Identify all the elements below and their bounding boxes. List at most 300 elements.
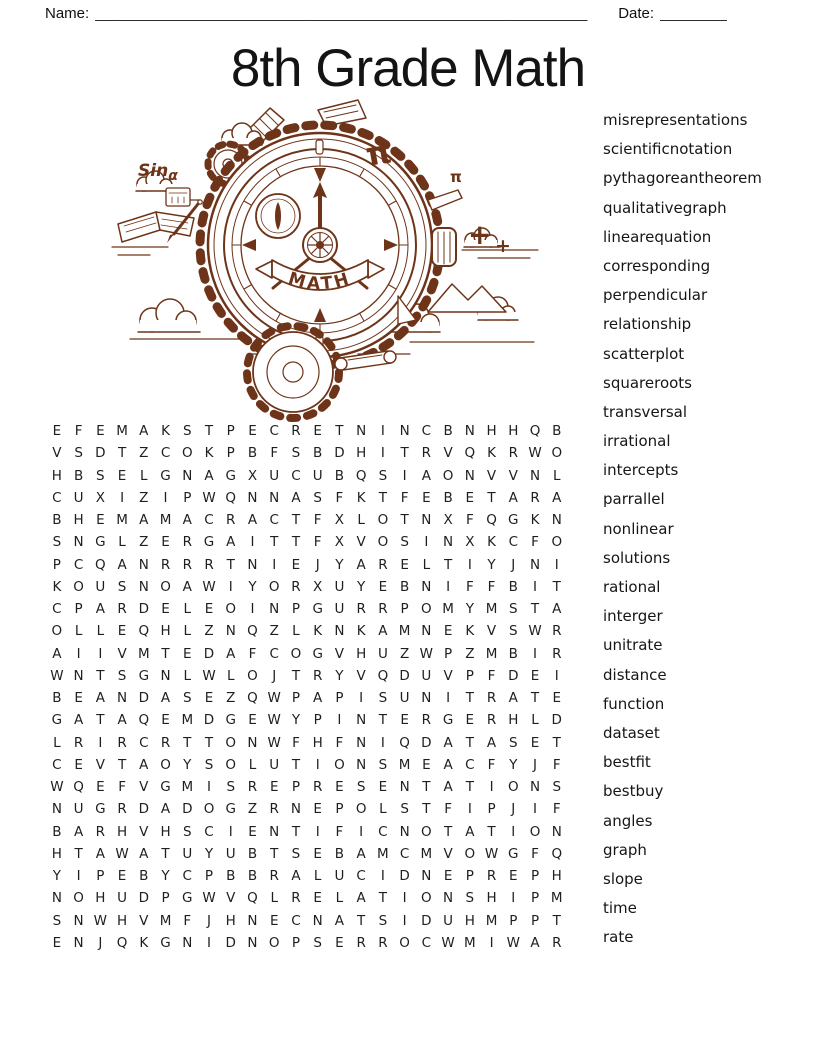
grid-letter: A (204, 467, 214, 484)
grid-letter: Q (247, 690, 258, 706)
grid-letter: R (269, 801, 279, 818)
word-list-item: angles (603, 811, 653, 830)
grid-letter: G (203, 534, 215, 551)
word-list-item: bestbuy (603, 782, 664, 801)
grid-letter: N (421, 868, 432, 884)
grid-letter: U (269, 467, 280, 484)
grid-letter: I (489, 779, 494, 795)
grid-letter: U (117, 890, 128, 907)
grid-letter: O (247, 667, 258, 684)
grid-letter: M (485, 912, 498, 929)
grid-letter: Q (486, 512, 497, 528)
grid-letter: F (487, 578, 496, 595)
grid-letter: J (98, 934, 103, 951)
grid-letter: E (183, 645, 192, 662)
grid-letter: R (552, 645, 562, 662)
grid-letter: T (96, 712, 105, 729)
grid-letter: C (356, 868, 366, 884)
grid-letter: Q (116, 934, 128, 951)
grid-letter: E (96, 779, 105, 795)
grid-letter: E (443, 623, 453, 640)
grid-letter: A (139, 756, 149, 773)
grid-letter: W (267, 734, 281, 751)
grid-letter: M (398, 756, 411, 773)
grid-letter: H (95, 890, 106, 907)
grid-letter: L (140, 467, 148, 484)
grid-letter: R (182, 534, 192, 551)
grid-letter: U (225, 845, 236, 862)
grid-letter: L (270, 890, 278, 907)
grid-letter: P (161, 890, 170, 907)
word-search-grid (46, 420, 568, 954)
grid-letter: O (421, 890, 432, 907)
grid-letter: Q (551, 845, 563, 862)
grid-letter: M (181, 712, 194, 729)
grid-letter: S (226, 779, 236, 795)
grid-letter: Q (529, 423, 541, 439)
grid-letter: E (117, 868, 127, 884)
grid-letter: V (52, 445, 62, 462)
grid-letter: S (96, 467, 105, 484)
grid-letter: A (160, 801, 171, 818)
grid-letter: M (550, 890, 563, 907)
grid-letter: N (356, 423, 367, 439)
grid-letter: C (421, 934, 432, 951)
grid-letter: X (313, 578, 323, 595)
grid-letter: E (52, 423, 62, 439)
grid-letter: N (421, 512, 432, 528)
grid-letter: D (182, 801, 193, 818)
grid-letter: B (334, 845, 345, 862)
word-list-item: rational (603, 578, 661, 596)
grid-letter: I (554, 667, 559, 684)
grid-letter: O (507, 779, 519, 795)
grid-letter: J (207, 912, 211, 929)
grid-letter: D (203, 712, 215, 729)
grid-letter: C (182, 868, 192, 884)
grid-letter: R (117, 801, 127, 818)
grid-letter: R (378, 601, 388, 617)
grid-letter: A (443, 734, 453, 751)
grid-letter: S (291, 845, 301, 862)
grid-letter: E (422, 756, 431, 773)
grid-letter: V (226, 890, 236, 907)
grid-letter: E (248, 823, 257, 840)
grid-letter: I (98, 645, 103, 662)
grid-letter: L (96, 623, 105, 640)
grid-letter: I (533, 578, 538, 595)
grid-letter: O (268, 578, 280, 595)
grid-letter: N (421, 690, 432, 706)
grid-letter: T (422, 779, 431, 795)
grid-letter: I (315, 823, 320, 840)
grid-letter: T (530, 601, 540, 617)
page-title: 8th Grade Math (230, 39, 586, 98)
grid-letter: N (399, 779, 410, 795)
grid-row (46, 732, 568, 754)
grid-letter: D (399, 667, 410, 684)
grid-letter: F (552, 801, 561, 818)
date-label: Date: (618, 5, 655, 22)
grid-letter: T (270, 534, 279, 551)
grid-letter: H (551, 868, 562, 884)
grid-letter: R (160, 556, 171, 573)
grid-letter: N (138, 556, 149, 573)
grid-letter: O (51, 623, 63, 640)
grid-letter: O (334, 756, 345, 773)
grid-letter: F (183, 912, 192, 929)
grid-letter: N (73, 934, 84, 951)
grid-letter: J (315, 556, 320, 573)
grid-letter: V (334, 645, 345, 662)
grid-letter: T (291, 534, 301, 551)
grid-letter: P (530, 912, 540, 929)
grid-letter: R (530, 489, 540, 506)
grid-letter: R (204, 556, 214, 573)
grid-letter: F (400, 489, 409, 506)
grid-letter: I (337, 712, 342, 729)
grid-letter: A (117, 712, 127, 729)
grid-letter: A (247, 512, 258, 528)
grid-letter: H (51, 467, 62, 484)
word-list-item: irrational (603, 432, 671, 451)
grid-letter: R (291, 578, 301, 595)
grid-letter: S (182, 690, 192, 706)
grid-letter: A (73, 712, 84, 729)
grid-letter: P (509, 912, 518, 929)
grid-letter: N (290, 801, 301, 818)
grid-letter: V (486, 623, 497, 640)
grid-letter: Z (399, 645, 410, 662)
grid-letter: D (508, 667, 519, 684)
grid-letter: N (160, 667, 171, 684)
calculator-icon (166, 188, 190, 206)
grid-letter: M (159, 912, 172, 929)
grid-letter: P (52, 556, 61, 573)
grid-letter: A (139, 845, 149, 862)
grid-letter: S (291, 445, 301, 462)
grid-letter: I (511, 890, 516, 907)
grid-letter: P (291, 934, 301, 951)
grid-letter: F (531, 534, 539, 551)
grid-letter: B (247, 868, 258, 884)
grid-letter: F (444, 801, 452, 818)
book-icon (118, 212, 194, 242)
grid-letter: L (183, 623, 192, 640)
grid-row (46, 598, 568, 620)
grid-letter: C (204, 512, 214, 528)
grid-letter: T (335, 423, 344, 439)
grid-letter: B (52, 512, 62, 528)
word-list-item: linearequation (603, 227, 712, 246)
grid-letter: B (552, 423, 562, 439)
grid-letter: G (160, 467, 171, 484)
grid-letter: W (528, 445, 542, 462)
grid-letter: V (356, 667, 366, 684)
grid-letter: P (465, 868, 474, 884)
grid-letter: Q (95, 556, 106, 573)
grid-letter: R (247, 779, 258, 795)
grid-letter: A (226, 645, 236, 662)
grid-letter: I (228, 823, 233, 840)
grid-letter: K (487, 534, 496, 551)
grid-letter: B (52, 823, 62, 840)
grid-letter: Y (183, 756, 192, 773)
grid-letter: V (508, 467, 518, 484)
grid-letter: Y (161, 868, 170, 884)
grid-letter: S (313, 934, 322, 951)
grid-letter: L (74, 623, 83, 640)
grid-letter: P (291, 779, 301, 795)
word-list-item: rate (603, 928, 634, 947)
grid-letter: T (117, 756, 127, 773)
grid-letter: F (248, 645, 257, 662)
grid-letter: I (380, 734, 385, 751)
grid-letter: N (73, 534, 84, 551)
grid-letter: O (399, 934, 410, 951)
name-label: Name: (45, 5, 90, 22)
grid-row (46, 932, 568, 954)
grid-letter: O (551, 534, 563, 551)
grid-letter: D (225, 934, 236, 951)
grid-letter: N (334, 623, 345, 640)
grid-letter: H (73, 512, 84, 528)
grid-row (46, 798, 568, 820)
word-list-item: slope (603, 869, 643, 888)
grid-letter: K (161, 423, 170, 439)
grid-letter: S (52, 912, 62, 929)
grid-letter: H (464, 912, 475, 929)
grid-letter: T (74, 845, 83, 862)
grid-letter: F (313, 512, 322, 528)
grid-letter: G (160, 934, 171, 951)
grid-letter: K (356, 623, 366, 640)
grid-letter: H (508, 423, 519, 439)
grid-letter: U (73, 801, 84, 818)
grid-letter: H (312, 734, 323, 751)
grid-letter: J (272, 667, 277, 684)
grid-letter: L (248, 756, 257, 773)
grid-letter: K (204, 445, 214, 462)
grid-letter: O (421, 823, 432, 840)
grid-letter: I (359, 823, 364, 840)
grid-letter: N (182, 467, 193, 484)
grid-letter: N (247, 556, 258, 573)
grid-letter: D (138, 890, 149, 907)
grid-letter: C (508, 534, 518, 551)
grid-letter: I (207, 934, 211, 951)
grid-letter: S (378, 467, 388, 484)
grid-letter: L (357, 512, 365, 528)
date-blank-line: ________ (660, 5, 727, 22)
grid-letter: L (552, 467, 561, 484)
grid-letter: A (356, 556, 366, 573)
grid-letter: N (529, 779, 541, 795)
grid-letter: L (226, 667, 235, 684)
grid-letter: T (291, 756, 301, 773)
grid-letter: E (378, 779, 388, 795)
grid-letter: C (52, 756, 62, 773)
grid-row (46, 531, 568, 553)
grid-letter: C (399, 845, 410, 862)
grid-letter: X (465, 534, 475, 551)
grid-letter: W (484, 845, 499, 862)
grid-letter: U (377, 645, 388, 662)
grid-letter: S (313, 489, 322, 506)
grid-letter: O (160, 756, 171, 773)
grid-letter: I (533, 645, 538, 662)
word-list-item: intercepts (603, 461, 679, 480)
grid-letter: R (182, 556, 192, 573)
grid-letter: F (487, 667, 496, 684)
grid-letter: I (489, 934, 494, 951)
grid-letter: X (334, 512, 345, 528)
grid-letter: E (269, 912, 279, 929)
grid-letter: B (226, 868, 236, 884)
grid-letter: W (441, 934, 455, 951)
grid-letter: S (400, 801, 409, 818)
grid-letter: H (160, 623, 171, 640)
grid-letter: B (508, 578, 518, 595)
grid-letter: Y (465, 601, 474, 617)
word-list-item: solutions (603, 548, 671, 567)
grid-row (46, 420, 568, 442)
grid-letter: L (292, 623, 300, 640)
grid-row (46, 887, 568, 909)
grid-letter: N (117, 690, 128, 706)
grid-letter: U (182, 845, 193, 862)
sin-alpha-label: Sin$_\alpha$ (138, 161, 178, 184)
grid-row (46, 865, 568, 887)
grid-letter: N (443, 534, 454, 551)
grid-letter: B (313, 445, 323, 462)
grid-letter: T (465, 734, 474, 751)
word-list-item: corresponding (603, 256, 711, 275)
grid-letter: A (95, 845, 105, 862)
plus-symbol-small: + (495, 235, 511, 257)
grid-letter: A (139, 423, 149, 439)
grid-letter: E (161, 712, 170, 729)
grid-letter: H (486, 423, 497, 439)
grid-letter: D (399, 868, 410, 884)
grid-letter: M (485, 645, 498, 662)
grid-letter: F (270, 445, 279, 462)
grid-letter: O (377, 512, 389, 528)
header-row (45, 5, 774, 22)
grid-letter: Q (464, 445, 476, 462)
grid-letter: A (552, 601, 562, 617)
grid-letter: D (203, 645, 215, 662)
grid-letter: U (421, 667, 432, 684)
grid-letter: V (95, 756, 105, 773)
grid-letter: A (530, 934, 540, 951)
grid-row (46, 509, 568, 531)
grid-letter: C (269, 512, 279, 528)
grid-letter: D (95, 445, 106, 462)
grid-letter: E (52, 934, 62, 951)
grid-letter: R (486, 868, 497, 884)
grid-letter: I (380, 868, 385, 884)
grid-letter: R (312, 667, 323, 684)
grid-letter: P (444, 645, 453, 662)
grid-letter: A (378, 623, 388, 640)
grid-letter: H (356, 445, 367, 462)
grid-letter: K (465, 623, 475, 640)
grid-letter: M (442, 601, 454, 617)
grid-letter: S (509, 623, 518, 640)
grid-letter: D (334, 445, 345, 462)
grid-letter: U (399, 690, 410, 706)
grid-letter: A (160, 690, 171, 706)
grid-letter: W (267, 690, 281, 706)
grid-letter: U (334, 601, 345, 617)
word-list-item: dataset (603, 723, 660, 742)
grid-letter: S (509, 734, 518, 751)
grid-letter: U (443, 912, 454, 929)
word-list-item: nonlinear (603, 519, 674, 538)
grid-letter: A (313, 690, 323, 706)
grid-letter: V (356, 534, 366, 551)
grid-letter: T (487, 823, 496, 840)
grid-letter: R (356, 601, 366, 617)
grid-letter: N (443, 890, 454, 907)
grid-letter: S (74, 445, 83, 462)
grid-letter: R (226, 512, 236, 528)
grid-letter: I (315, 756, 320, 773)
grid-letter: O (225, 756, 237, 773)
grid-row (46, 620, 568, 642)
grid-letter: A (356, 890, 366, 907)
grid-letter: G (508, 845, 519, 862)
grid-letter: W (50, 667, 64, 684)
grid-letter: D (421, 734, 432, 751)
grid-letter: I (380, 423, 385, 439)
grid-letter: G (442, 712, 454, 729)
grid-letter: Q (73, 779, 84, 795)
grid-letter: X (443, 512, 453, 528)
grid-letter: G (225, 467, 236, 484)
grid-letter: C (291, 467, 301, 484)
grid-letter: I (380, 445, 385, 462)
plus-symbol: + (468, 218, 492, 251)
grid-letter: M (398, 623, 411, 640)
word-list-item: transversal (603, 402, 688, 421)
grid-letter: R (421, 445, 432, 462)
grid-letter: Y (487, 556, 496, 573)
grid-row (46, 665, 568, 687)
grid-row (46, 465, 568, 487)
grid-letter: N (269, 489, 280, 506)
grid-letter: T (378, 712, 387, 729)
grid-letter: W (50, 779, 64, 795)
grid-letter: H (116, 912, 128, 929)
grid-letter: U (334, 578, 345, 595)
grid-letter: Y (509, 756, 518, 773)
grid-letter: N (247, 934, 258, 951)
word-list-item: time (603, 899, 637, 918)
grid-letter: Y (248, 578, 257, 595)
grid-letter: R (73, 734, 84, 751)
grid-letter: O (464, 845, 476, 862)
grid-letter: F (552, 756, 561, 773)
grid-letter: I (467, 801, 472, 818)
grid-letter: G (95, 534, 106, 551)
grid-letter: T (226, 556, 235, 573)
grid-letter: S (465, 890, 475, 907)
grid-letter: S (378, 690, 388, 706)
grid-letter: F (487, 756, 496, 773)
grid-letter: T (96, 667, 105, 684)
